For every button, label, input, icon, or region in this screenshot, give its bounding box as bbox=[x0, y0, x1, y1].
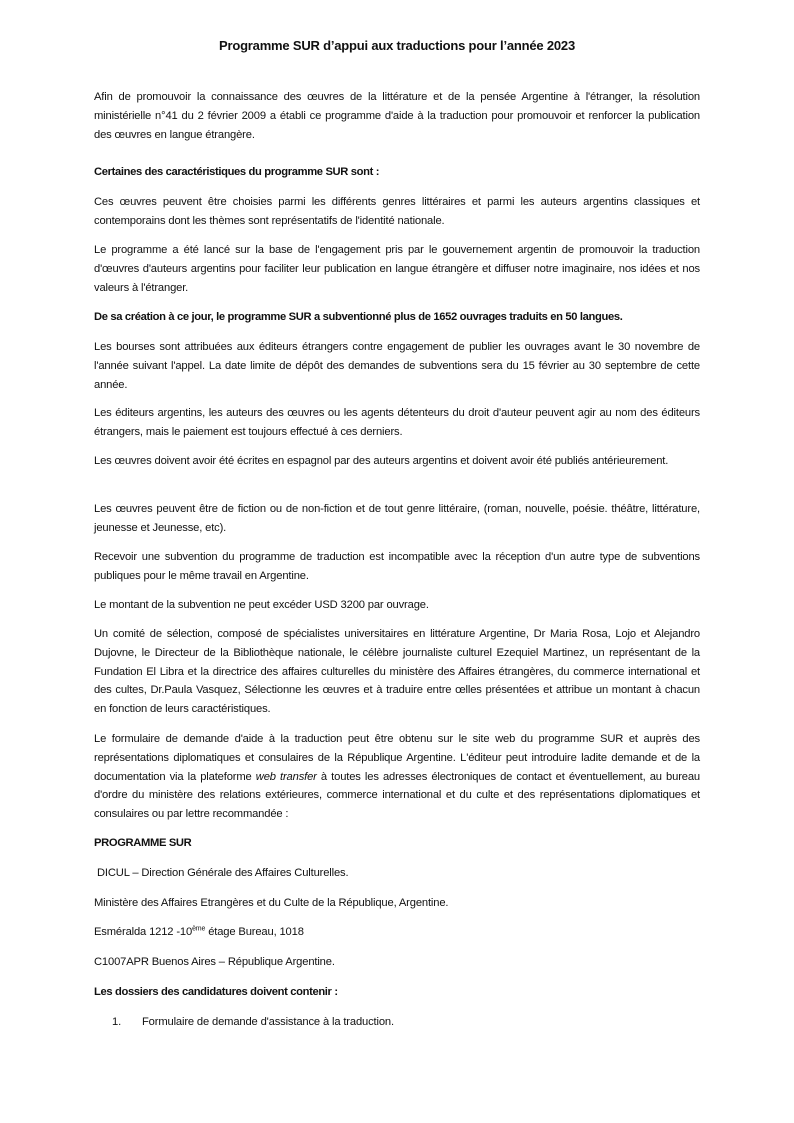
address-heading: PROGRAMME SUR bbox=[94, 837, 192, 849]
paragraph-committee: Un comité de sélection, composé de spécialistes universitaires en littérature Argentine, Dr Maria Rosa, Lojo et Alejandro Dujovne, le Directeur de la Bibliothèque nationale, le célèbre journaliste culturel Ezequiel Martinez, un représentant de la Fundation El Libra et la directrice des affaires culturelles du ministère des Affaires étrangères, du commerce international et des cultes, Dr.Paula Vasquez, Sélectionne les œuvres et à traduire entre œlles présentées et attribue un montant à chacun en fonction de leurs caractéristiques. bbox=[94, 628, 700, 716]
heading-dossiers: Les dossiers des candidatures doivent contenir : bbox=[94, 986, 338, 998]
heading-stats: De sa création à ce jour, le programme SUR a subventionné plus de 1652 ouvrages traduits en 50 langues. bbox=[94, 311, 623, 323]
address-line-4: C1007APR Buenos Aires – République Argentine. bbox=[94, 956, 335, 968]
floor-superscript: ème bbox=[192, 925, 206, 933]
intro-paragraph: Afin de promouvoir la connaissance des œuvres de la littérature et de la pensée Argentine à l'étranger, la résolution ministérielle n°41 du 2 février 2009 a établi ce programme d'aide à la traduction pour promouvoir et renforcer la publication des œuvres en langue étrangère. bbox=[94, 91, 700, 141]
paragraph-incompatible: Recevoir une subvention du programme de traduction est incompatible avec la réception d'un autre type de subventions publiques pour le même travail en Argentine. bbox=[94, 551, 700, 582]
heading-characteristics: Certaines des caractéristiques du programme SUR sont : bbox=[94, 166, 380, 178]
form-text-after: à toutes les adresses électroniques de contact et éventuellement, au bureau d'ordre du ministère des relations extérieures, commerce international et du culte et des représentations diplomatiques et consulaires ou par lettre recommandée : bbox=[94, 770, 700, 821]
document-title: Programme SUR d’appui aux traductions pour l’année 2023 bbox=[219, 38, 575, 53]
paragraph-amount: Le montant de la subvention ne peut excéder USD 3200 par ouvrage. bbox=[94, 599, 429, 611]
paragraph-genres: Les œuvres peuvent être de fiction ou de non-fiction et de tout genre littéraire, (roman, nouvelle, poésie. théâtre, littérature, jeunesse et Jeunesse, etc). bbox=[94, 503, 700, 534]
form-text-before: Le formulaire de demande d'aide à la traduction peut être obtenu sur le site web du programme SUR et auprès des représentations diplomatiques et consulaires de la République Argentine. L'éditeur peut introduire ladite demande et de la documentation via la plateforme bbox=[94, 733, 700, 783]
address-line-3 bbox=[94, 923, 304, 942]
web-transfer-term: web transfer bbox=[255, 770, 317, 783]
paragraph-agents: Les éditeurs argentins, les auteurs des œuvres ou les agents détenteurs du droit d'auteur peuvent agir au nom des éditeurs étrangers, mais le paiement est toujours effectué à ces derniers. bbox=[94, 407, 700, 438]
list-text: Formulaire de demande d'assistance à la traduction. bbox=[142, 1016, 394, 1028]
address-line-2: Ministère des Affaires Etrangères et du Culte de la République, Argentine. bbox=[94, 897, 449, 909]
paragraph-launch: Le programme a été lancé sur la base de l'engagement pris par le gouvernement argentin de promouvoir la traduction d'œuvres d'auteurs argentins pour faciliter leur publication en langue étrangère et diffuser notre imaginaire, nos idées et nos valeurs à l'étranger. bbox=[94, 244, 700, 294]
paragraph-spanish: Les œuvres doivent avoir été écrites en espagnol par des auteurs argentins et doivent avoir été publiés antérieurement. bbox=[94, 455, 669, 467]
list-item bbox=[112, 1013, 394, 1032]
address-line-1: DICUL – Direction Générale des Affaires Culturelles. bbox=[94, 867, 349, 879]
paragraph-choice: Ces œuvres peuvent être choisies parmi les différents genres littéraires et parmi les auteurs argentins classiques et contemporains dont les thèmes sont représentatifs de l'identité nationale. bbox=[94, 196, 700, 227]
paragraph-form bbox=[94, 730, 700, 824]
paragraph-grants: Les bourses sont attribuées aux éditeurs étrangers contre engagement de publier les ouvrages avant le 30 novembre de l'année suivant l'appel. La date limite de dépôt des demandes de subventions sera du 15 février au 30 septembre de cette année. bbox=[94, 341, 700, 391]
list-number: 1. bbox=[112, 1016, 122, 1028]
address-floor: étage Bureau, 1018 bbox=[205, 926, 304, 938]
address-street: Esméralda 1212 -10 bbox=[94, 926, 193, 938]
